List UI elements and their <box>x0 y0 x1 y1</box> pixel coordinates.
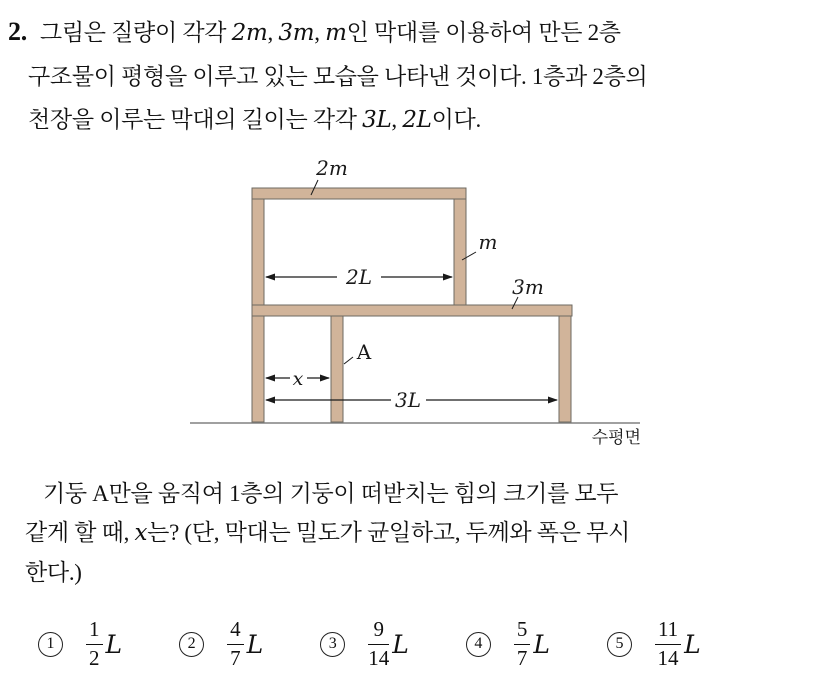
choice-1-fraction <box>86 618 103 670</box>
statement-text: , <box>267 20 279 45</box>
fraction-denominator: 14 <box>657 645 679 670</box>
choice-2-unit: L <box>246 629 264 659</box>
fraction-numerator: 4 <box>227 618 244 645</box>
fraction-numerator: 9 <box>368 618 389 645</box>
question-text: 는? (단, 막대는 밀도가 균일하고, 두께와 폭은 무시 <box>147 520 630 545</box>
structure-diagram-svg <box>185 155 655 450</box>
choice-4-fraction <box>514 618 531 670</box>
choice-4-unit: L <box>533 629 550 659</box>
fraction-denominator: 2 <box>89 645 100 670</box>
choice-5-fraction <box>655 618 681 670</box>
statement-line-1 <box>8 10 812 55</box>
answer-choices <box>38 612 701 676</box>
statement-text: , <box>314 20 326 45</box>
label-2l: 2L <box>345 265 373 289</box>
math-var-m: m <box>325 20 347 46</box>
column-1f-right <box>559 316 571 422</box>
statement-text: 천장을 이루는 막대의 길이는 각각 <box>28 107 363 132</box>
rod-2m-top <box>252 188 466 199</box>
choice-3-fraction <box>368 618 389 670</box>
question-text: 같게 할 때, <box>25 520 135 545</box>
statement-text: 구조물이 평형을 이루고 있는 모습을 나타낸 것이다. 1층과 2층의 <box>28 64 648 89</box>
choice-3-unit: L <box>392 629 409 659</box>
math-var-3m: 3m <box>278 20 315 46</box>
choice-1-number: 1 <box>38 632 63 657</box>
label-3l: 3L <box>394 388 422 412</box>
choice-1 <box>38 618 122 670</box>
question-line-2 <box>25 513 813 553</box>
choice-4-number: 4 <box>466 632 491 657</box>
column-2f-left <box>252 199 264 305</box>
statement-text: 그림은 질량이 각각 <box>39 20 232 45</box>
choice-5-unit: L <box>684 629 701 659</box>
problem-statement <box>8 10 812 142</box>
question-text: 한다.) <box>25 560 82 585</box>
choice-3 <box>320 618 409 670</box>
label-a: A <box>356 340 372 364</box>
math-var-x: x <box>134 520 148 546</box>
label-m: m <box>478 230 498 254</box>
choice-5 <box>607 618 701 670</box>
statement-line-2 <box>8 55 812 98</box>
statement-line-3 <box>8 98 812 142</box>
fraction-numerator: 1 <box>86 618 103 645</box>
column-1f-left <box>252 316 264 422</box>
choice-1-unit: L <box>105 629 123 659</box>
column-2f-right-m <box>454 199 466 305</box>
fraction-numerator: 11 <box>655 618 681 645</box>
choice-3-number: 3 <box>320 632 345 657</box>
math-var-2l: 2L <box>402 107 432 133</box>
column-1f-a <box>331 316 343 422</box>
structure-diagram <box>185 155 655 450</box>
fraction-denominator: 14 <box>368 645 390 670</box>
statement-text: , <box>391 107 403 132</box>
choice-5-number: 5 <box>607 632 632 657</box>
choice-2-number: 2 <box>179 632 204 657</box>
math-var-2m: 2m <box>231 20 268 46</box>
choice-2-fraction <box>227 618 244 670</box>
choice-2 <box>179 618 263 670</box>
question-line-1 <box>25 474 813 513</box>
fraction-numerator: 5 <box>514 618 531 645</box>
question-line-3 <box>25 553 813 592</box>
label-x: x <box>292 368 304 390</box>
label-2m: 2m <box>316 156 348 180</box>
label-3m: 3m <box>512 275 544 299</box>
problem-number: 2. <box>8 17 27 46</box>
statement-text: 인 막대를 이용하여 만든 2층 <box>346 20 621 45</box>
rod-3m-floor-ceiling <box>252 305 572 316</box>
math-var-3l: 3L <box>362 107 392 133</box>
question-text: 기둥 A만을 움직여 1층의 기둥이 떠받치는 힘의 크기를 모두 <box>43 481 619 506</box>
fraction-denominator: 7 <box>516 645 528 670</box>
statement-text: 이다. <box>431 107 481 132</box>
question-paragraph <box>25 474 813 592</box>
label-ground-plane: 수평면 <box>591 428 641 448</box>
fraction-denominator: 7 <box>230 645 241 670</box>
pointer-a <box>344 357 353 364</box>
choice-4 <box>466 618 550 670</box>
